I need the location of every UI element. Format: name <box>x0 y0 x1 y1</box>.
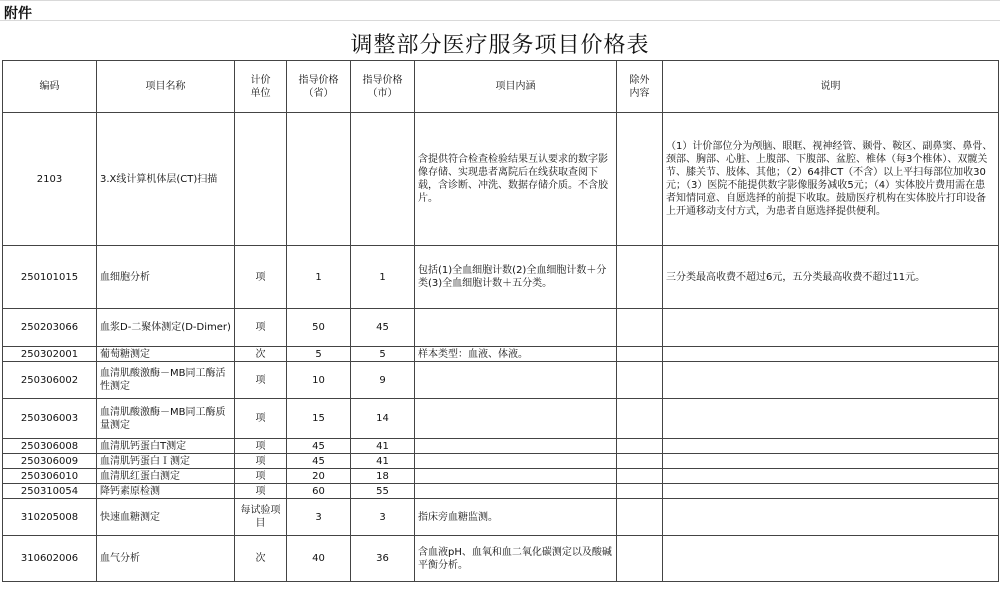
cell-name: 血清肌酸激酶－MB同工酶活性测定 <box>97 362 235 399</box>
cell-code: 250306003 <box>3 399 97 439</box>
cell-name: 血细胞分析 <box>97 246 235 309</box>
gridline <box>0 0 1000 1</box>
cell-excluded <box>617 484 663 499</box>
cell-price-province: 1 <box>287 246 351 309</box>
cell-code: 310602006 <box>3 536 97 582</box>
cell-content: 指床旁血糖监测。 <box>415 499 617 536</box>
cell-excluded <box>617 454 663 469</box>
cell-price-province: 45 <box>287 439 351 454</box>
cell-excluded <box>617 347 663 362</box>
table-row <box>3 454 999 469</box>
cell-excluded <box>617 536 663 582</box>
header-price-province: 指导价格 （省） <box>287 61 351 113</box>
cell-unit: 项 <box>235 399 287 439</box>
cell-price-city <box>351 113 415 246</box>
cell-unit: 项 <box>235 309 287 347</box>
cell-content: 包括(1)全血细胞计数(2)全血细胞计数＋分类(3)全血细胞计数＋五分类。 <box>415 246 617 309</box>
cell-unit: 每试验项目 <box>235 499 287 536</box>
cell-code: 310205008 <box>3 499 97 536</box>
price-table <box>2 60 999 582</box>
table-row <box>3 439 999 454</box>
cell-unit: 项 <box>235 362 287 399</box>
cell-price-city: 3 <box>351 499 415 536</box>
cell-code: 250101015 <box>3 246 97 309</box>
table-row <box>3 113 999 246</box>
cell-notes <box>663 399 999 439</box>
cell-notes <box>663 469 999 484</box>
cell-name: 血清肌酸激酶－MB同工酶质量测定 <box>97 399 235 439</box>
cell-price-city: 41 <box>351 454 415 469</box>
cell-price-city: 18 <box>351 469 415 484</box>
cell-notes <box>663 536 999 582</box>
cell-name: 葡萄糖测定 <box>97 347 235 362</box>
cell-price-province: 60 <box>287 484 351 499</box>
table-header-row <box>3 61 999 113</box>
cell-unit: 次 <box>235 536 287 582</box>
cell-price-province: 40 <box>287 536 351 582</box>
page-title: 调整部分医疗服务项目价格表 <box>350 33 650 58</box>
table-row <box>3 499 999 536</box>
attachment-label: 附件 <box>4 6 32 22</box>
cell-unit: 次 <box>235 347 287 362</box>
table-row <box>3 309 999 347</box>
cell-price-province: 45 <box>287 454 351 469</box>
cell-unit: 项 <box>235 439 287 454</box>
cell-price-province <box>287 113 351 246</box>
cell-name: 降钙素原检测 <box>97 484 235 499</box>
cell-code: 250306002 <box>3 362 97 399</box>
cell-content: 含血液pH、血氧和血二氧化碳测定以及酸碱平衡分析。 <box>415 536 617 582</box>
cell-price-city: 45 <box>351 309 415 347</box>
cell-content <box>415 469 617 484</box>
cell-content <box>415 454 617 469</box>
cell-price-city: 55 <box>351 484 415 499</box>
header-content: 项目内涵 <box>415 61 617 113</box>
cell-price-province: 50 <box>287 309 351 347</box>
cell-content: 样本类型：血液、体液。 <box>415 347 617 362</box>
cell-excluded <box>617 309 663 347</box>
cell-price-province: 3 <box>287 499 351 536</box>
cell-notes: （1）计价部位分为颅脑、眼眶、视神经管、颞骨、鞍区、副鼻窦、鼻骨、颈部、胸部、心脏、上腹部、下腹部、盆腔、椎体（每3个椎体）、双髋关节、膝关节、肢体、其他；（2）64排CT（不含）以上平扫每部位加收30元；（3）医院不能提供数字影像服务减收5元；（4）实体胶片费用需在患者知情同意、自愿选择的前提下收取。鼓励医疗机构在实体胶片打印设备上开通移动支付方式，为患者自愿选择提供便利。 <box>663 113 999 246</box>
cell-code: 250306010 <box>3 469 97 484</box>
cell-unit: 项 <box>235 454 287 469</box>
cell-price-province: 15 <box>287 399 351 439</box>
cell-notes <box>663 484 999 499</box>
cell-price-city: 9 <box>351 362 415 399</box>
cell-notes <box>663 347 999 362</box>
header-code: 编码 <box>3 61 97 113</box>
cell-price-city: 36 <box>351 536 415 582</box>
cell-excluded <box>617 439 663 454</box>
header-price-city: 指导价格 （市） <box>351 61 415 113</box>
cell-notes <box>663 499 999 536</box>
cell-notes <box>663 309 999 347</box>
table-row <box>3 469 999 484</box>
cell-price-province: 20 <box>287 469 351 484</box>
cell-price-city: 41 <box>351 439 415 454</box>
cell-code: 2103 <box>3 113 97 246</box>
cell-price-city: 14 <box>351 399 415 439</box>
cell-name: 血清肌钙蛋白T测定 <box>97 439 235 454</box>
cell-content <box>415 399 617 439</box>
cell-unit: 项 <box>235 469 287 484</box>
cell-name: 3.X线计算机体层(CT)扫描 <box>97 113 235 246</box>
cell-excluded <box>617 113 663 246</box>
cell-content <box>415 362 617 399</box>
cell-code: 250203066 <box>3 309 97 347</box>
cell-code: 250306009 <box>3 454 97 469</box>
cell-unit <box>235 113 287 246</box>
table-row <box>3 536 999 582</box>
cell-name: 血清肌钙蛋白Ｉ测定 <box>97 454 235 469</box>
table-row <box>3 246 999 309</box>
table-row <box>3 347 999 362</box>
header-notes: 说明 <box>663 61 999 113</box>
cell-content <box>415 309 617 347</box>
cell-excluded <box>617 399 663 439</box>
cell-name: 血清肌红蛋白测定 <box>97 469 235 484</box>
header-name: 项目名称 <box>97 61 235 113</box>
cell-price-city: 1 <box>351 246 415 309</box>
table-row <box>3 484 999 499</box>
cell-code: 250310054 <box>3 484 97 499</box>
cell-name: 血气分析 <box>97 536 235 582</box>
header-unit: 计价 单位 <box>235 61 287 113</box>
cell-code: 250306008 <box>3 439 97 454</box>
cell-excluded <box>617 246 663 309</box>
cell-content <box>415 439 617 454</box>
cell-code: 250302001 <box>3 347 97 362</box>
table-row <box>3 362 999 399</box>
cell-excluded <box>617 469 663 484</box>
cell-name: 快速血糖测定 <box>97 499 235 536</box>
cell-notes: 三分类最高收费不超过6元，五分类最高收费不超过11元。 <box>663 246 999 309</box>
cell-excluded <box>617 362 663 399</box>
table-row <box>3 399 999 439</box>
cell-unit: 项 <box>235 246 287 309</box>
cell-unit: 项 <box>235 484 287 499</box>
cell-price-province: 5 <box>287 347 351 362</box>
cell-notes <box>663 454 999 469</box>
cell-content: 含提供符合检查检验结果互认要求的数字影像存储、实现患者离院后在线获取查阅下载，含诊断、冲洗、数据存储介质。不含胶片。 <box>415 113 617 246</box>
cell-notes <box>663 439 999 454</box>
gridline <box>0 20 1000 21</box>
cell-name: 血浆D-二聚体测定(D-Dimer) <box>97 309 235 347</box>
cell-excluded <box>617 499 663 536</box>
header-excluded: 除外 内容 <box>617 61 663 113</box>
cell-price-city: 5 <box>351 347 415 362</box>
cell-content <box>415 484 617 499</box>
cell-price-province: 10 <box>287 362 351 399</box>
cell-notes <box>663 362 999 399</box>
